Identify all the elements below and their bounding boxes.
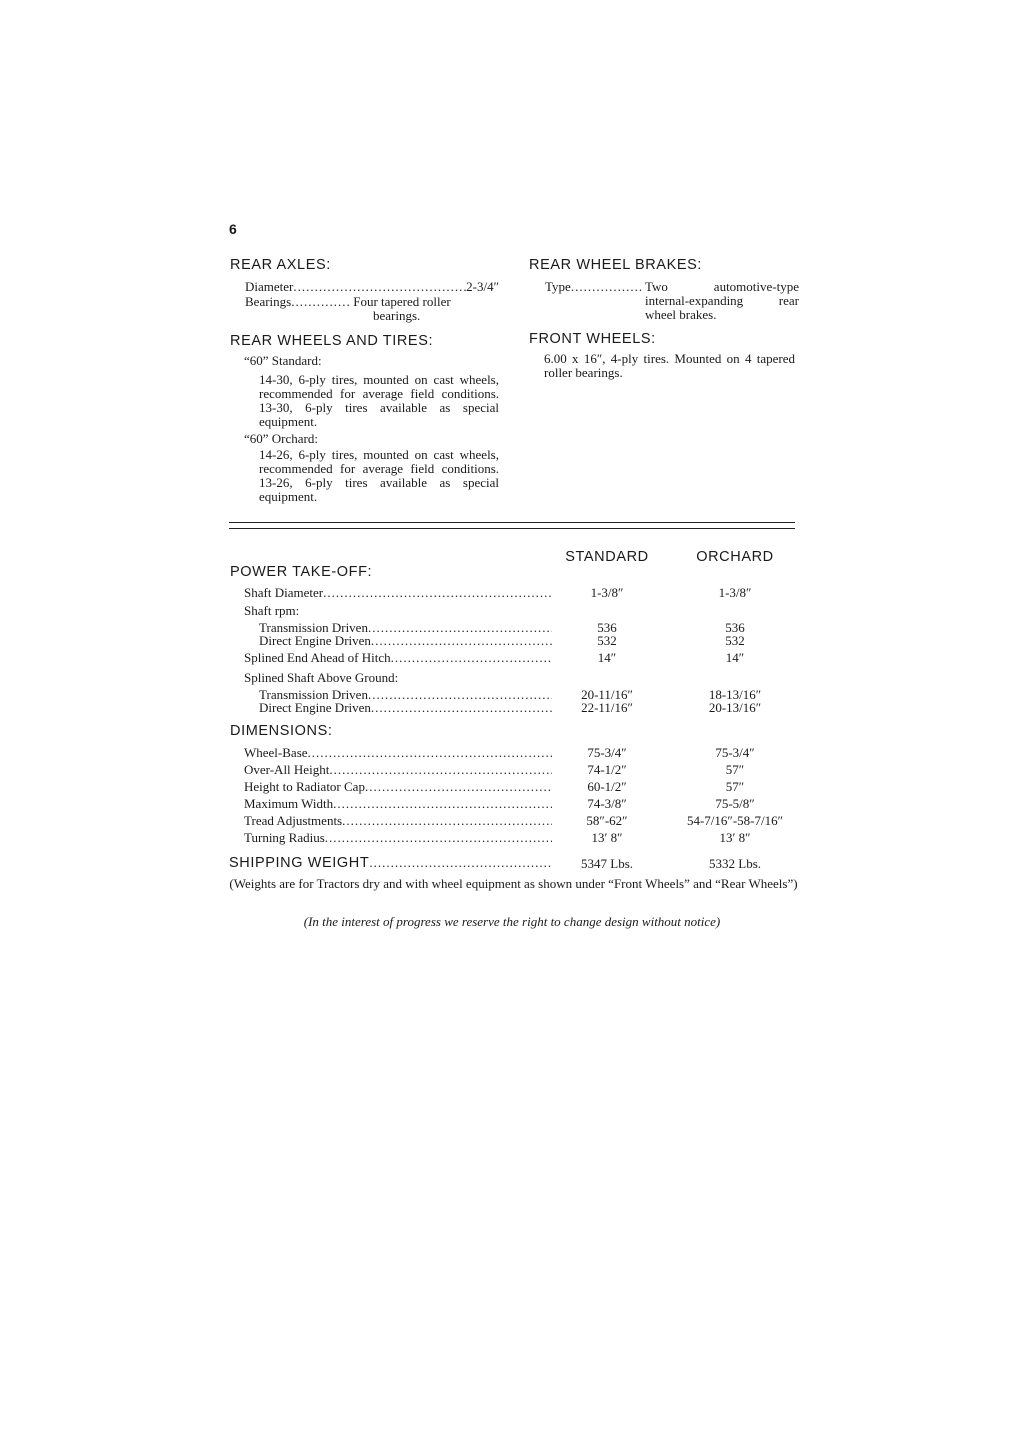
leader-dots <box>365 780 552 794</box>
leader-dots <box>342 814 552 828</box>
row-label: Direct Engine Driven <box>259 633 371 648</box>
dimension-row <box>244 797 552 811</box>
brakes-type-row <box>545 280 644 294</box>
leader-dots <box>369 856 552 870</box>
dimension-standard: 74-1/2″ <box>587 762 627 777</box>
row-label: Splined End Ahead of Hitch <box>244 650 391 665</box>
shaft-diameter-row <box>244 586 552 600</box>
leader-dots <box>293 280 466 294</box>
dimension-standard: 58″-62″ <box>586 813 628 828</box>
row-label: Transmission Driven <box>259 687 368 702</box>
rpm-engine-orchard: 532 <box>725 633 745 648</box>
leader-dots <box>368 621 552 635</box>
rear-axles-heading: REAR AXLES: <box>230 257 331 273</box>
dimension-orchard: 57″ <box>725 779 745 794</box>
shipping-weight-row <box>229 856 552 870</box>
diameter-value: 2-3/4″ <box>466 279 499 294</box>
leader-dots <box>371 701 552 715</box>
shaft-rpm-label: Shaft rpm: <box>244 603 300 618</box>
rear-wheels-heading: REAR WHEELS AND TIRES: <box>230 333 434 349</box>
dimension-row <box>244 780 552 794</box>
row-label: Height to Radiator Cap <box>244 779 365 794</box>
leader-dots <box>371 634 552 648</box>
leader-dots <box>391 651 552 665</box>
orchard-tires-label: “60” Orchard: <box>244 431 318 446</box>
brakes-type-value: Two automotive-type internal-expanding rear wheel brakes. <box>645 279 799 322</box>
leader-dots <box>325 831 552 845</box>
shipping-weight-orchard: 5332 Lbs. <box>709 856 761 871</box>
orchard-column-header: ORCHARD <box>696 549 774 565</box>
row-label: Transmission Driven <box>259 620 368 635</box>
splined-end-standard: 14″ <box>597 650 617 665</box>
dimension-orchard: 75-3/4″ <box>715 745 755 760</box>
rpm-transmission-standard: 536 <box>597 620 617 635</box>
bearings-label: Bearings <box>245 294 292 309</box>
row-label: Turning Radius <box>244 830 325 845</box>
rear-axles-bearings-row <box>245 295 499 309</box>
row-label: Tread Adjustments <box>244 813 343 828</box>
row-label: Wheel-Base <box>244 745 308 760</box>
orchard-tires-text: 14-26, 6-ply tires, mounted on cast wheels, recommended for average field conditions. 13-26, 6-ply tires available as special equipment. <box>259 447 499 504</box>
leader-dots <box>571 280 644 294</box>
power-take-off-heading: POWER TAKE-OFF: <box>230 564 373 580</box>
dimension-orchard: 57″ <box>725 762 745 777</box>
leader-dots <box>323 586 552 600</box>
dimension-standard: 60-1/2″ <box>587 779 627 794</box>
rear-wheel-brakes-heading: REAR WHEEL BRAKES: <box>529 257 703 273</box>
standard-tires-text: 14-30, 6-ply tires, mounted on cast wheels, recommended for average field conditions. 13-30, 6-ply tires available as special equipment. <box>259 372 499 429</box>
above-ground-label: Splined Shaft Above Ground: <box>244 670 399 685</box>
leader-dots <box>329 763 552 777</box>
standard-column-header: STANDARD <box>565 549 649 565</box>
shipping-weight-standard: 5347 Lbs. <box>581 856 633 871</box>
leader-dots <box>333 797 552 811</box>
rear-axles-diameter-row <box>245 280 499 294</box>
front-wheels-heading: FRONT WHEELS: <box>529 331 656 347</box>
dimension-row <box>244 831 552 845</box>
dimension-standard: 13′ 8″ <box>591 830 623 845</box>
dimension-standard: 75-3/4″ <box>587 745 627 760</box>
dimension-standard: 74-3/8″ <box>587 796 627 811</box>
dimension-row <box>244 763 552 777</box>
bearings-value: Four tapered roller <box>353 294 451 309</box>
splined-end-orchard: 14″ <box>725 650 745 665</box>
row-label: Maximum Width <box>244 796 334 811</box>
rpm-engine-row <box>259 634 552 648</box>
disclaimer: (In the interest of progress we reserve the right to change design without notice) <box>303 914 721 929</box>
shaft-diameter-standard: 1-3/8″ <box>590 585 624 600</box>
row-label: Shaft Diameter <box>244 585 324 600</box>
ground-transmission-standard: 20-11/16″ <box>581 687 633 702</box>
shaft-diameter-orchard: 1-3/8″ <box>718 585 752 600</box>
front-wheels-text: 6.00 x 16″, 4-ply tires. Mounted on 4 tapered roller bearings. <box>544 351 795 380</box>
standard-tires-label: “60” Standard: <box>244 353 322 368</box>
ground-engine-row <box>259 701 552 715</box>
rpm-engine-standard: 532 <box>597 633 617 648</box>
leader-dots <box>368 688 552 702</box>
divider-rule-bottom <box>229 528 795 529</box>
ground-engine-standard: 22-11/16″ <box>581 700 633 715</box>
row-label: Over-All Height <box>244 762 330 777</box>
page-number: 6 <box>229 221 237 237</box>
shipping-weight-label: SHIPPING WEIGHT <box>229 855 370 871</box>
ground-engine-orchard: 20-13/16″ <box>708 700 762 715</box>
diameter-label: Diameter <box>245 279 294 294</box>
divider-rule-top <box>229 522 795 523</box>
ground-transmission-orchard: 18-13/16″ <box>708 687 762 702</box>
dimension-orchard: 13′ 8″ <box>719 830 751 845</box>
weights-note: (Weights are for Tractors dry and with wheel equipment as shown under “Front Wheels” and “Rear Wheels”) <box>229 876 798 891</box>
rpm-transmission-orchard: 536 <box>725 620 745 635</box>
type-label: Type <box>545 279 571 294</box>
dimension-orchard: 54-7/16″-58-7/16″ <box>686 813 784 828</box>
splined-end-row <box>244 651 552 665</box>
dimension-orchard: 75-5/8″ <box>715 796 755 811</box>
dimension-row <box>244 814 552 828</box>
row-label: Direct Engine Driven <box>259 700 371 715</box>
leader-dots <box>308 746 552 760</box>
bearings-value-continued: bearings. <box>373 308 421 323</box>
dimension-row <box>244 746 552 760</box>
leader-dots <box>291 295 349 309</box>
dimensions-heading: DIMENSIONS: <box>230 723 333 739</box>
